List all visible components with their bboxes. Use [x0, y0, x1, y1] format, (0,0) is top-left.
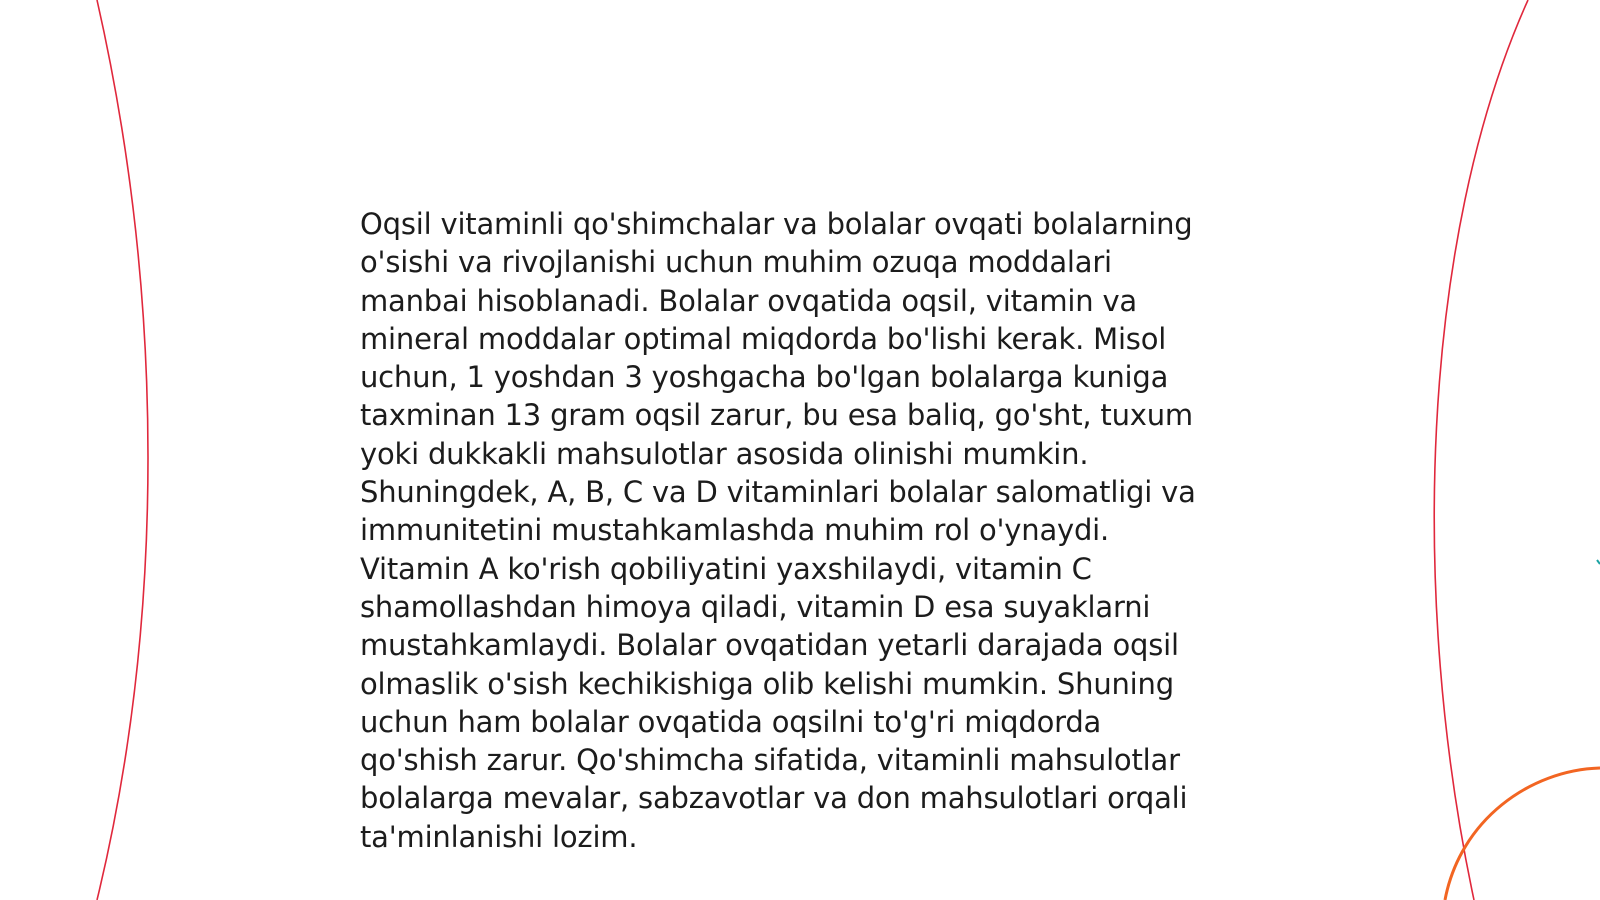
- right-red-arc: [1434, 0, 1528, 900]
- left-red-arc: [97, 0, 148, 900]
- orange-circle-arc: [1445, 768, 1600, 900]
- body-paragraph: Oqsil vitaminli qo'shimchalar va bolalar ovqati bolalarning o'sishi va rivojlanishi uchun muhim ozuqa moddalari manbai hisoblanadi. Bolalar ovqatida oqsil, vitamin va mineral moddalar optimal miqdorda bo'lishi kerak. Misol uchun, 1 yoshdan 3 yoshgacha bo'lgan bolalarga kuniga taxminan 13 gram oqsil zarur, bu esa baliq, go'sht, tuxum yoki dukkakli mahsulotlar asosida olinishi mumkin. Shuningdek, A, B, C va D vitaminlari bolalar salomatligi va immunitetini mustahkamlashda muhim rol o'ynaydi. Vitamin A ko'rish qobiliyatini yaxshilaydi, vitamin C shamollashdan himoya qiladi, vitamin D esa suyaklarni mustahkamlaydi. Bolalar ovqatidan yetarli darajada oqsil olmaslik o'sish kechikishiga olib kelishi mumkin. Shuning uchun ham bolalar ovqatida oqsilni to'g'ri miqdorda qo'shish zarur. Qo'shimcha sifatida, vitaminli mahsulotlar bolalarga mevalar, sabzavotlar va don mahsulotlari orqali ta'minlanishi lozim.: [360, 207, 1196, 854]
